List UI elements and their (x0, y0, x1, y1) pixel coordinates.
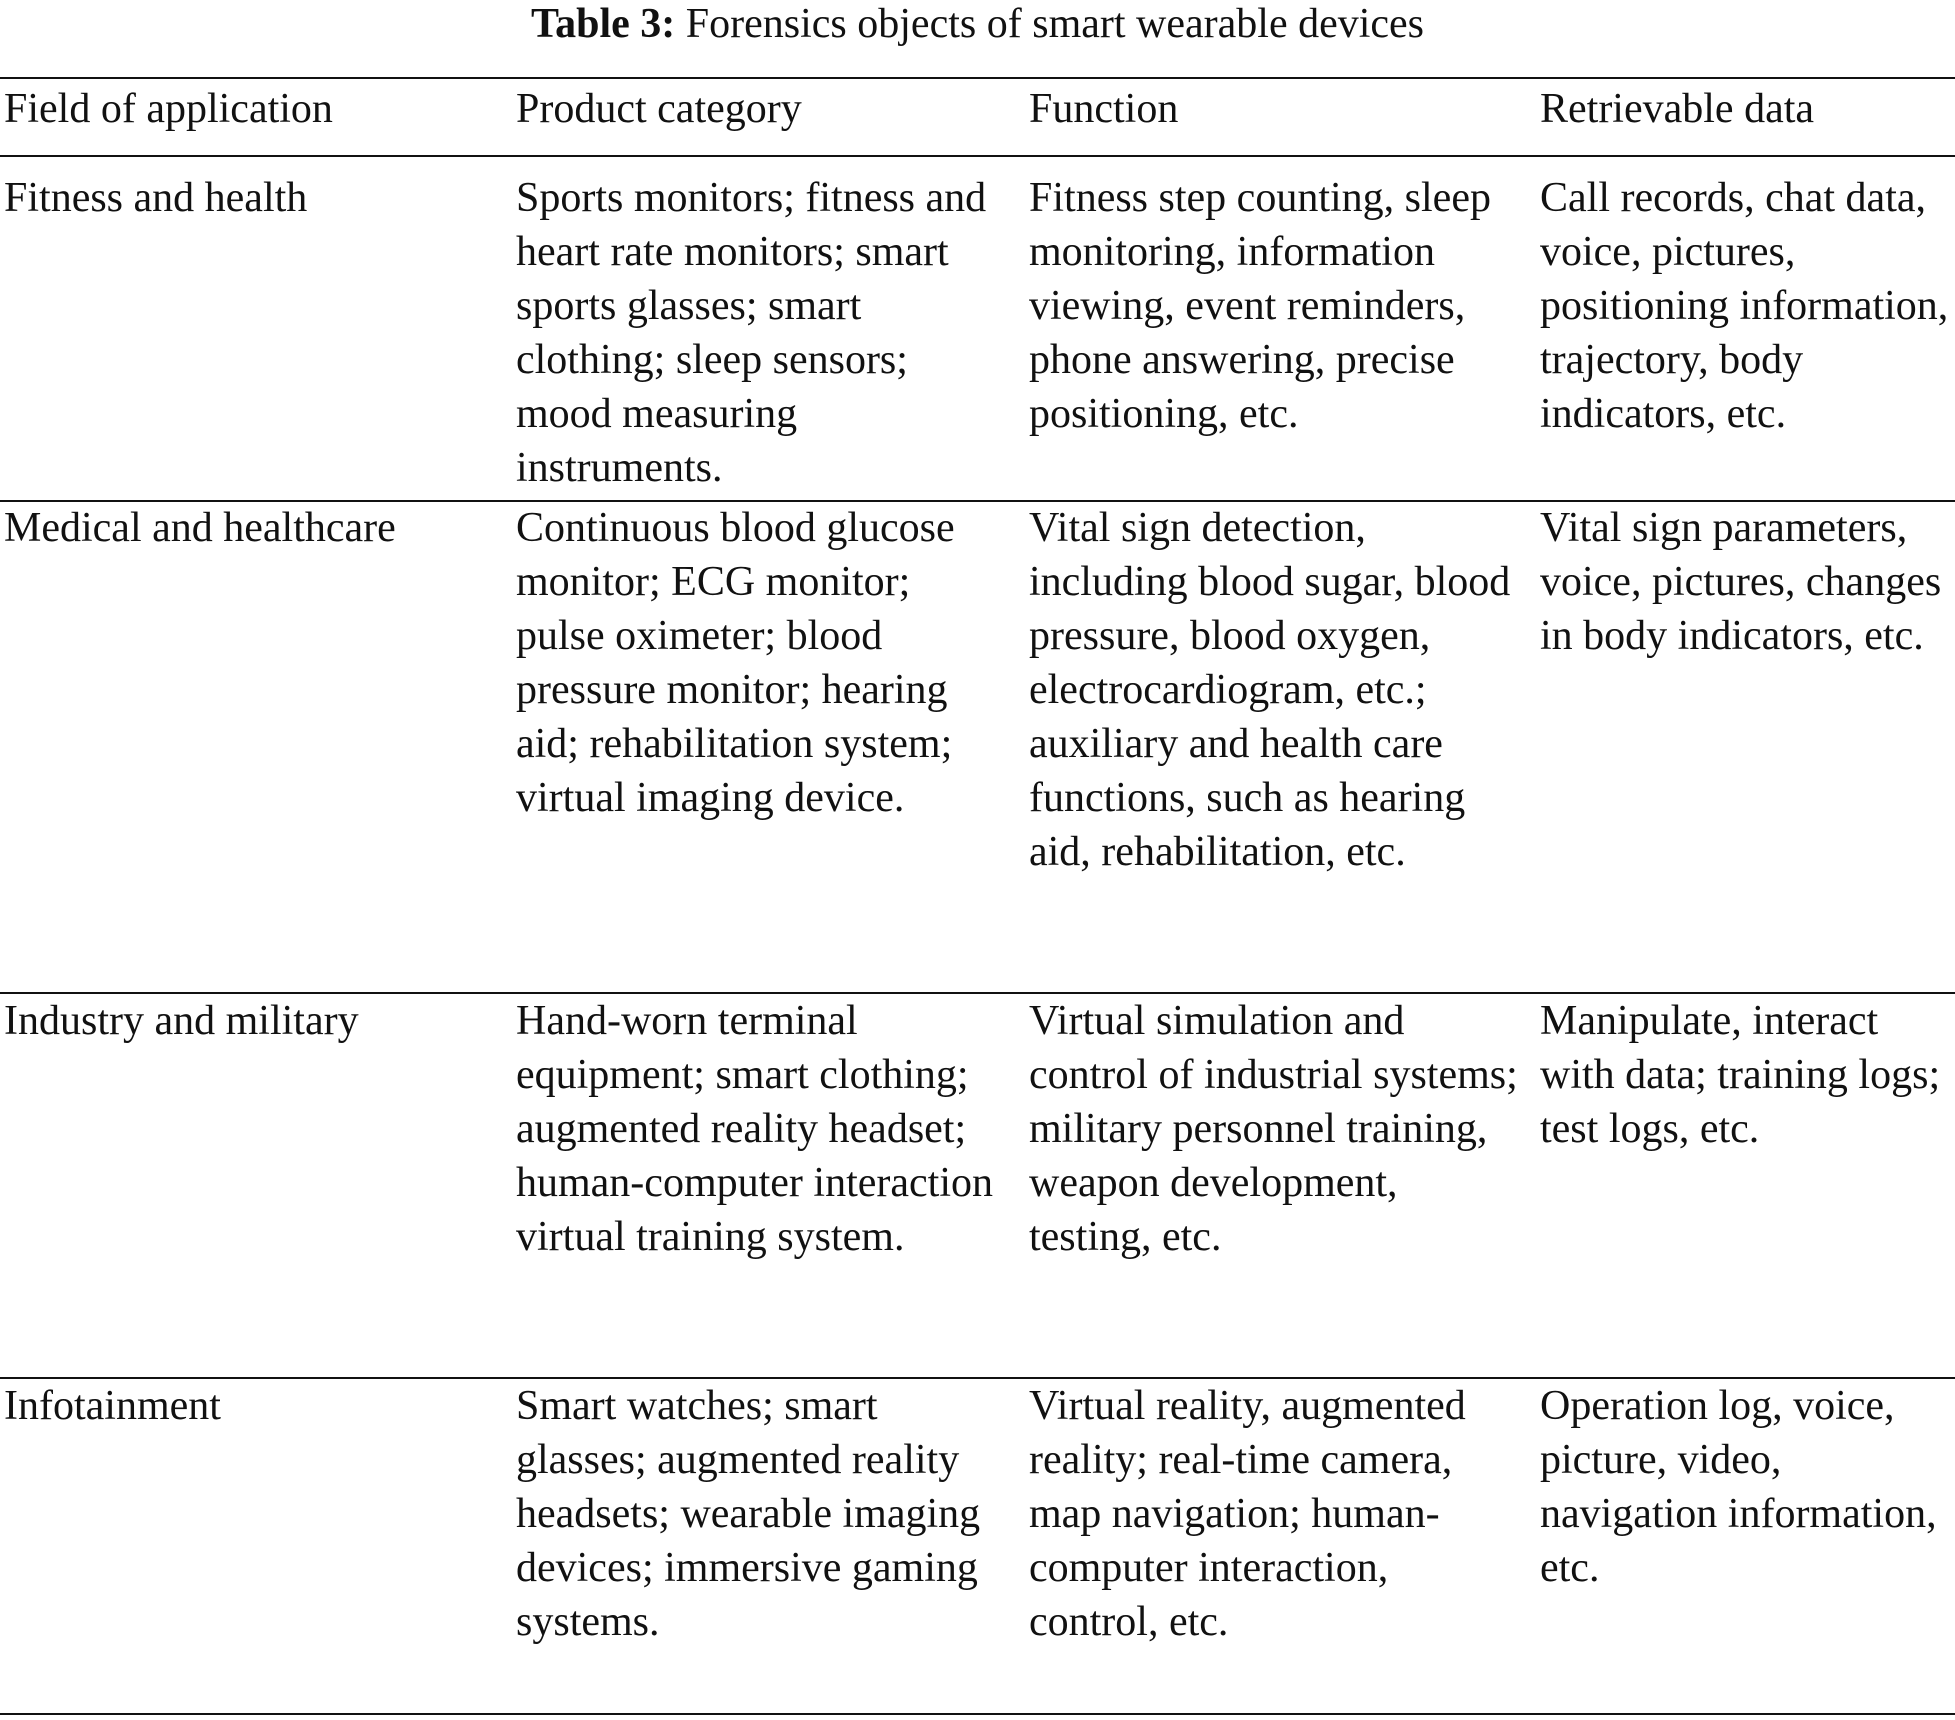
column-header-field: Field of application (4, 86, 333, 132)
table-cell-function: Vital sign detection, including blood sugar, blood pressure, blood oxygen, electrocardiogram, etc.; auxiliary and health care functions, such as hearing aid, rehabilitation, etc. (1029, 505, 1511, 875)
table-header-rule (0, 155, 1955, 157)
table-bottom-rule (0, 1713, 1955, 1715)
table-cell-data: Operation log, voice, picture, video, navigation information, etc. (1540, 1383, 1937, 1591)
column-header-data: Retrievable data (1540, 86, 1815, 132)
table-top-rule (0, 77, 1955, 79)
table-cell-data: Call records, chat data, voice, pictures, positioning information, trajectory, body indicators, etc. (1540, 175, 1949, 437)
table-cell-product: Continuous blood glucose monitor; ECG monitor; pulse oximeter; blood pressure monitor; hearing aid; rehabilitation system; virtual imaging device. (516, 505, 955, 821)
column-header-function: Function (1029, 86, 1179, 132)
table-cell-function: Virtual reality, augmented reality; real-time camera, map navigation; human-computer interaction, control, etc. (1029, 1383, 1466, 1645)
table-caption-label: Table 3: (530, 1, 676, 47)
table-cell-field: Infotainment (4, 1383, 221, 1429)
table-cell-data: Manipulate, interact with data; training logs; test logs, etc. (1540, 998, 1941, 1152)
table-cell-field: Industry and military (4, 998, 359, 1044)
table-cell-data: Vital sign parameters, voice, pictures, changes in body indicators, etc. (1540, 505, 1942, 659)
table-cell-function: Virtual simulation and control of industrial systems; military personnel training, weapon development, testing, etc. (1029, 998, 1518, 1260)
table-cell-function: Fitness step counting, sleep monitoring, information viewing, event reminders, phone answering, precise positioning, etc. (1029, 175, 1491, 437)
table-cell-product: Hand-worn terminal equipment; smart clothing; augmented reality headset; human-computer interaction virtual training system. (516, 998, 993, 1260)
table-caption-title: Forensics objects of smart wearable devices (685, 1, 1425, 47)
table-cell-product: Sports monitors; fitness and heart rate monitors; smart sports glasses; smart clothing; sleep sensors; mood measuring instruments. (516, 175, 987, 491)
table-caption (0, 2, 1955, 46)
table-cell-field: Medical and healthcare (4, 505, 396, 551)
table-cell-field: Fitness and health (4, 175, 308, 221)
column-header-product: Product category (516, 86, 802, 132)
table-cell-product: Smart watches; smart glasses; augmented reality headsets; wearable imaging devices; immersive gaming systems. (516, 1383, 981, 1645)
